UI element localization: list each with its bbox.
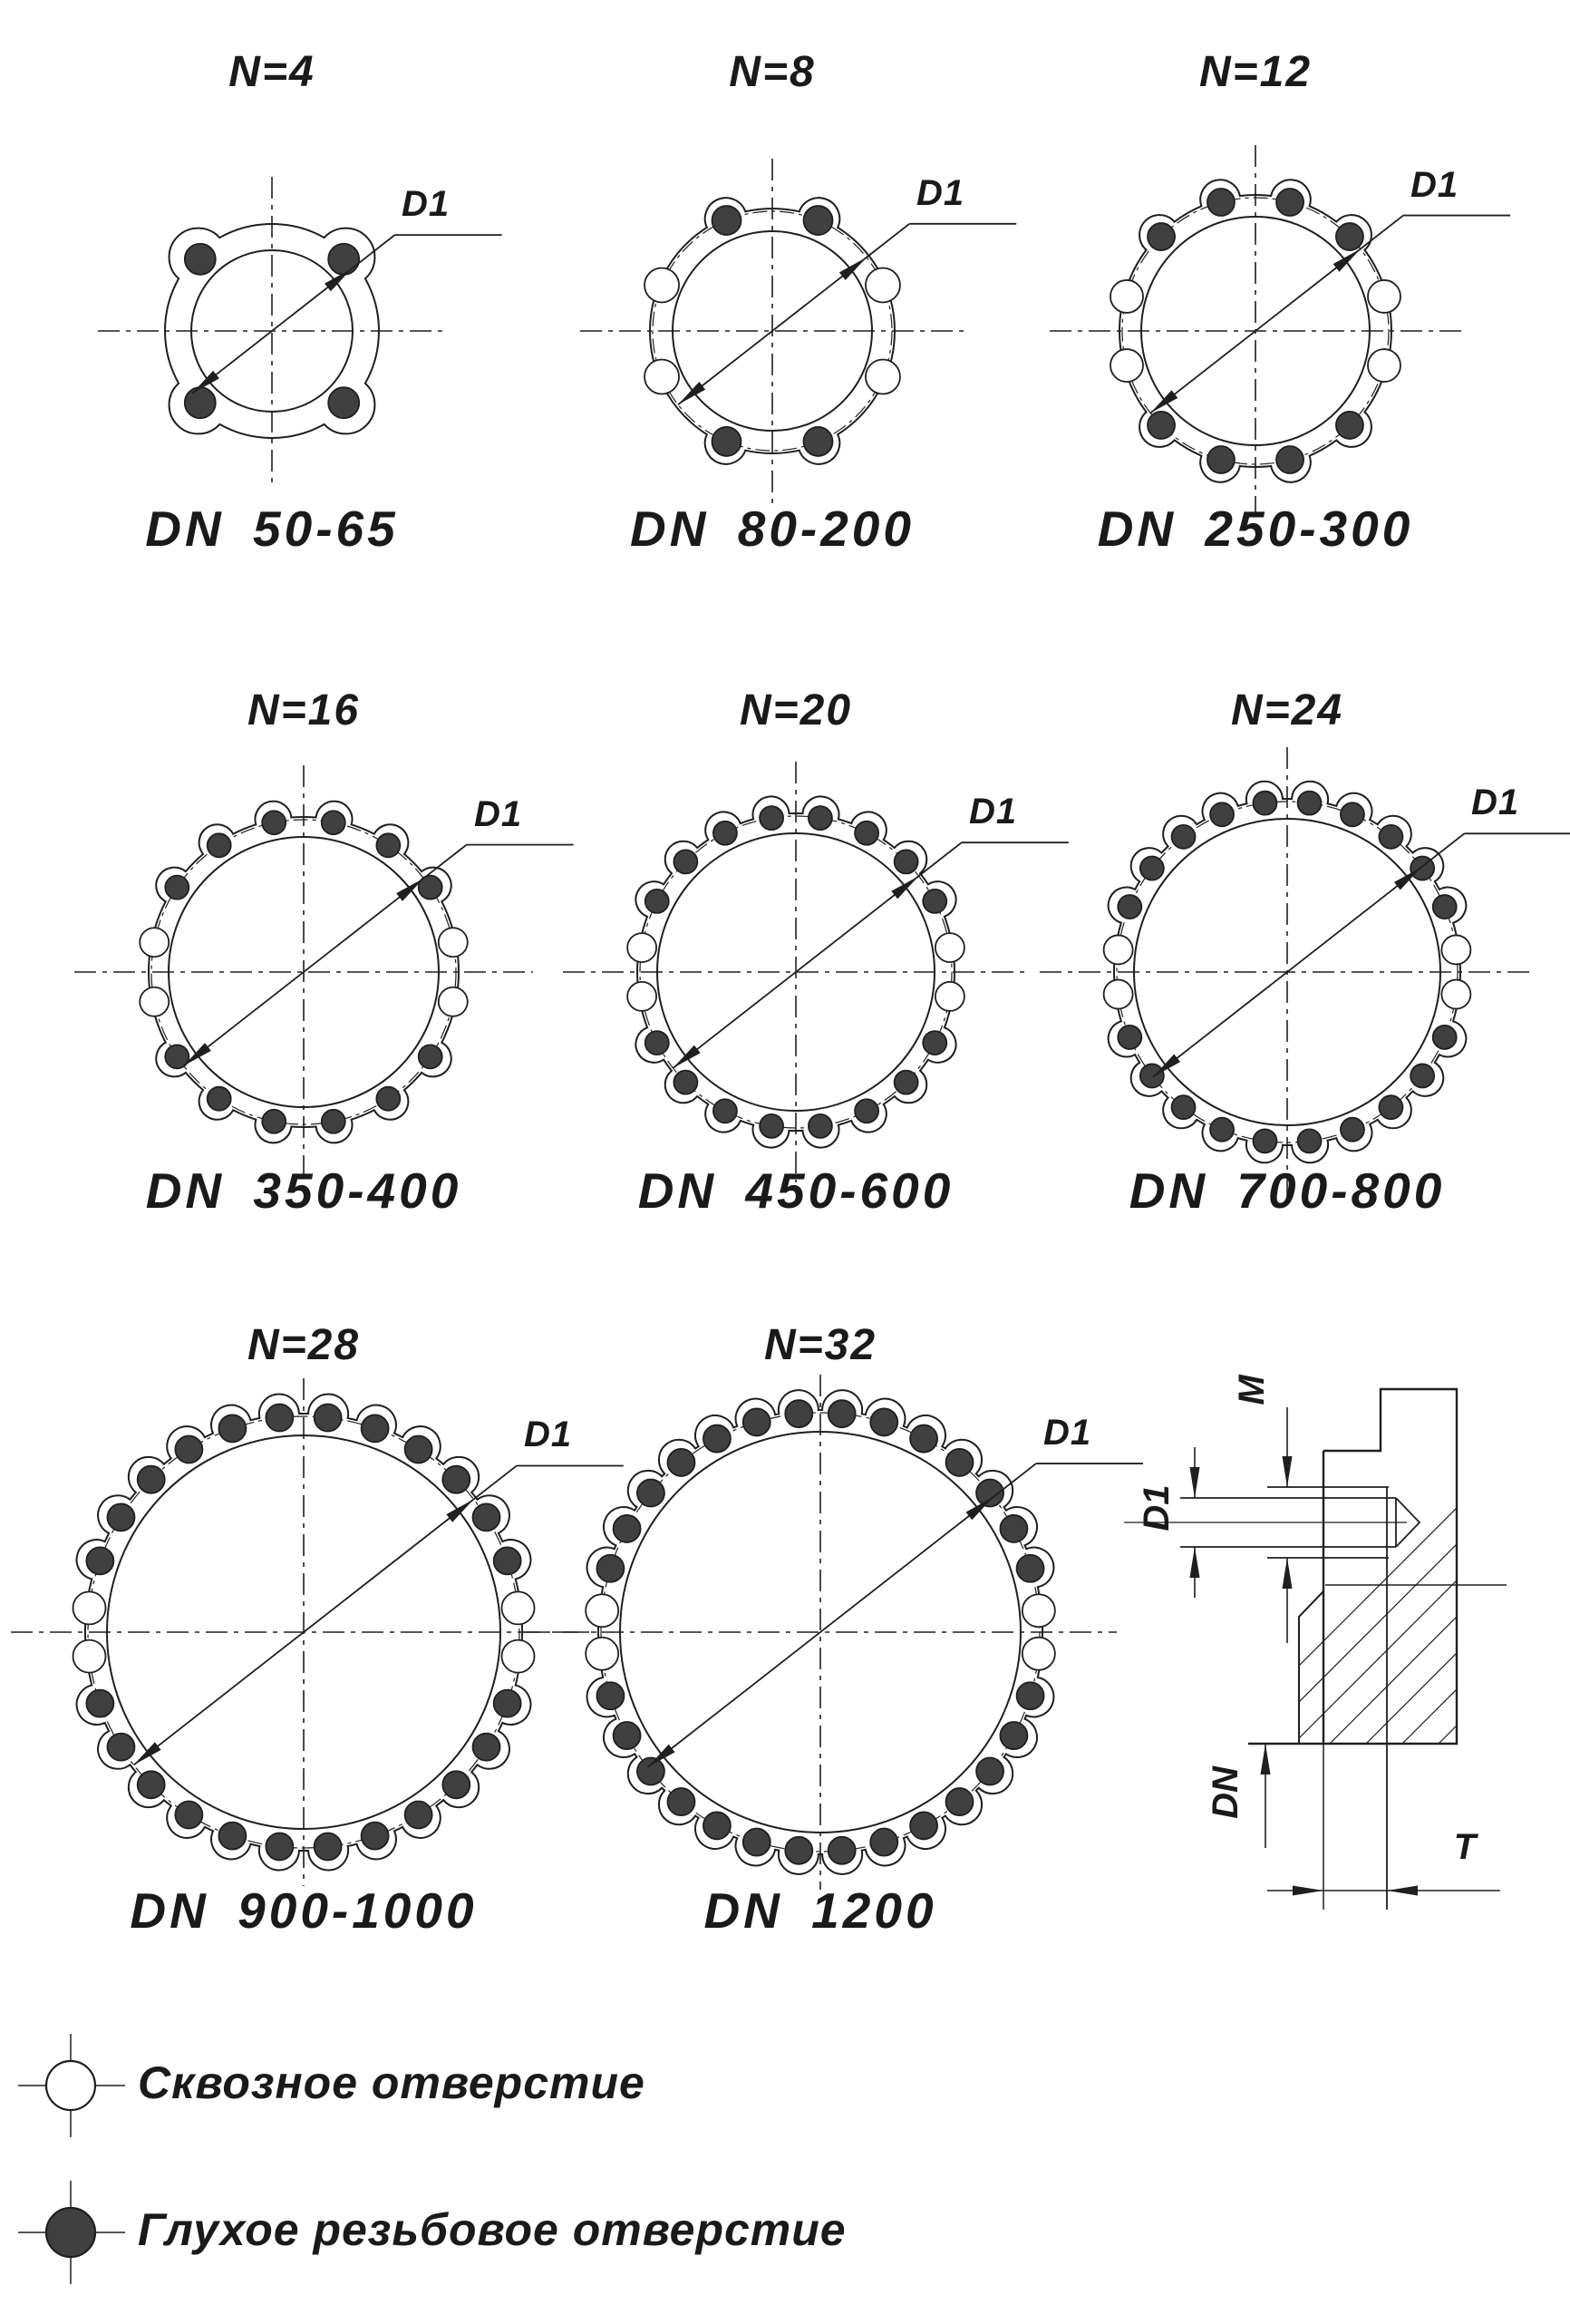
diagram-dn-label: DN 50-65 bbox=[145, 501, 399, 557]
diagram-dn-label: DN 250-300 bbox=[1097, 501, 1414, 557]
dimension-label-d1: D1 bbox=[969, 792, 1018, 831]
dimension-label-d1: D1 bbox=[1410, 165, 1459, 205]
diagram-dn-label: DN 80-200 bbox=[630, 501, 915, 557]
section-label-hole-diameter: D1 bbox=[1137, 1484, 1177, 1532]
diagram-dn-label: DN 1200 bbox=[703, 1882, 937, 1939]
section-label-thickness: T bbox=[1453, 1827, 1477, 1867]
diagram-dn-label: DN 700-800 bbox=[1129, 1162, 1446, 1219]
diagram-title: N=20 bbox=[739, 686, 853, 734]
dimension-label-d1: D1 bbox=[524, 1415, 573, 1454]
diagram-title: N=12 bbox=[1198, 48, 1313, 96]
diagram-dn-label: DN 900-1000 bbox=[130, 1882, 478, 1939]
dimension-label-d1: D1 bbox=[916, 173, 965, 213]
dimension-label-d1: D1 bbox=[1471, 783, 1520, 822]
diagram-title: N=16 bbox=[247, 686, 361, 734]
through-hole-symbol bbox=[46, 2061, 95, 2110]
legend-label-through-hole: Сквозное отверстие bbox=[138, 2057, 645, 2108]
diagram-title: N=24 bbox=[1230, 686, 1344, 734]
diagram-title: N=8 bbox=[729, 48, 816, 96]
diagram-title: N=32 bbox=[763, 1321, 877, 1369]
dimension-label-d1: D1 bbox=[474, 794, 523, 834]
legend-label-blind-threaded-hole: Глухое резьбовое отверстие bbox=[138, 2204, 847, 2255]
diagram-title: N=28 bbox=[247, 1321, 361, 1369]
dimension-label-d1: D1 bbox=[1043, 1413, 1092, 1453]
section-label-nominal-diameter: DN bbox=[1206, 1766, 1245, 1819]
blind-threaded-hole-symbol bbox=[46, 2208, 95, 2257]
diagram-title: N=4 bbox=[228, 48, 315, 96]
dimension-label-d1: D1 bbox=[402, 184, 451, 224]
section-label-thread: M bbox=[1232, 1375, 1272, 1405]
diagram-dn-label: DN 450-600 bbox=[637, 1162, 955, 1219]
diagram-dn-label: DN 350-400 bbox=[145, 1162, 462, 1219]
